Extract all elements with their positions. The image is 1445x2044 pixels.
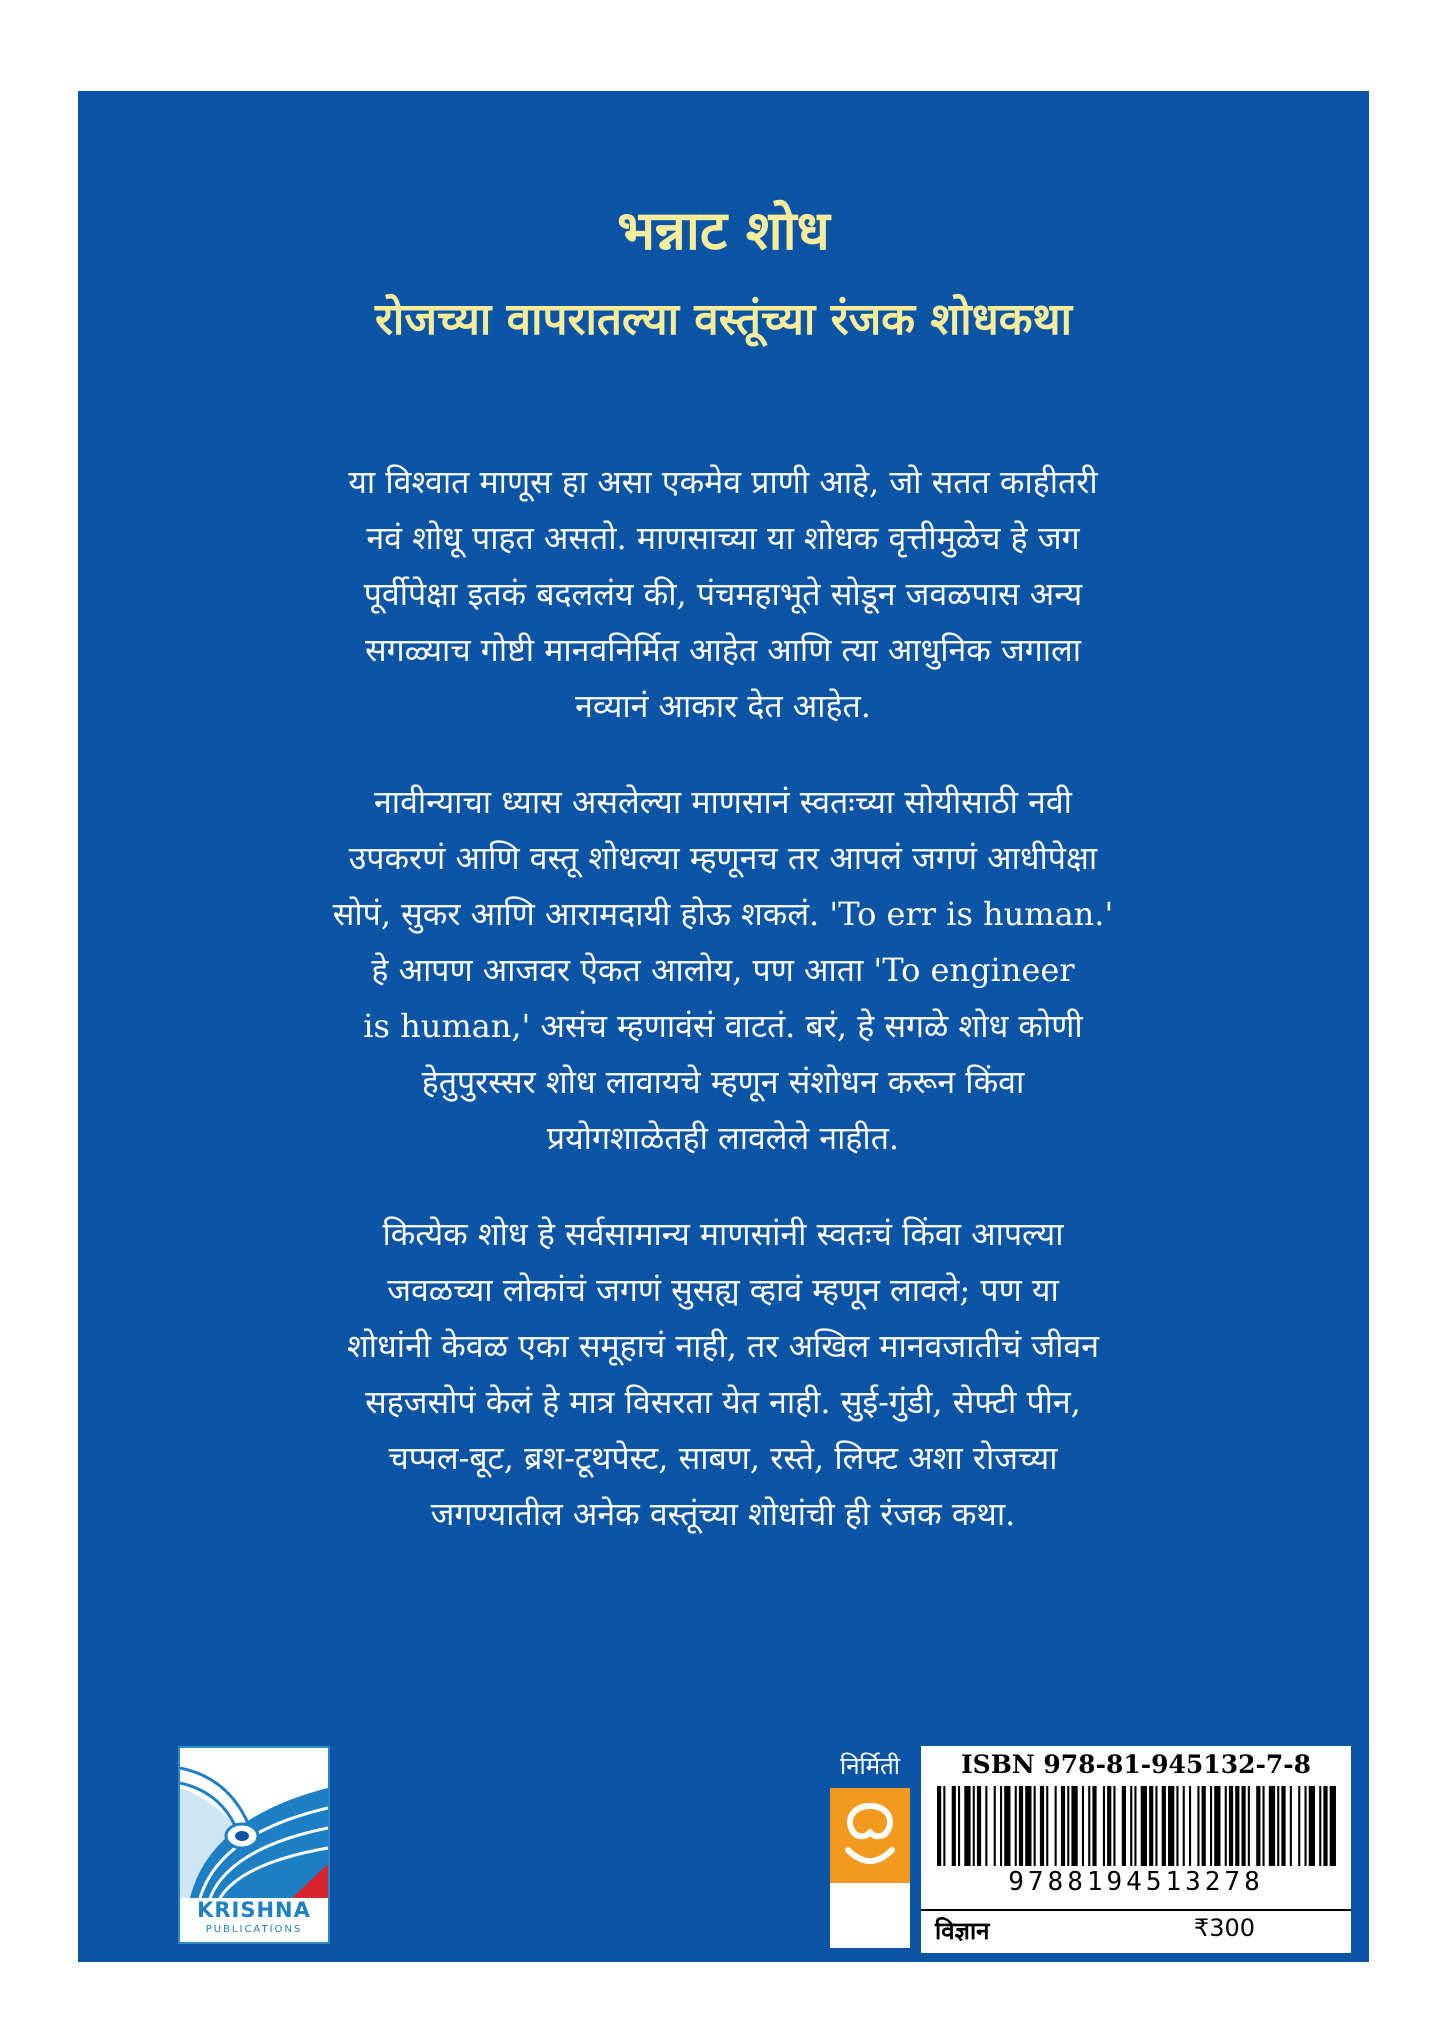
blurb-line: सोपं, सुकर आणि आरामदायी होऊ शकलं. 'To err is human.' bbox=[332, 895, 1114, 933]
barcode-bar bbox=[1323, 1786, 1327, 1866]
barcode-bar bbox=[958, 1786, 960, 1866]
barcode-bar bbox=[1162, 1786, 1166, 1866]
divider bbox=[921, 1909, 1351, 1911]
barcode-bar bbox=[1305, 1786, 1307, 1866]
barcode-bar bbox=[1229, 1786, 1233, 1866]
barcode-bar bbox=[1046, 1786, 1048, 1866]
blurb-line: शोधांनी केवळ एका समूहाचं नाही, तर अखिल मानवजातीचं जीवन bbox=[347, 1327, 1099, 1365]
barcode-bar bbox=[1202, 1786, 1206, 1866]
blurb-line: सहजसोपं केलं हे मात्र विसरता येत नाही. सुई-गुंडी, सेफ्टी पीन, bbox=[365, 1383, 1081, 1421]
barcode-bar bbox=[994, 1786, 996, 1866]
barcode-bar bbox=[985, 1786, 987, 1866]
barcode-bar bbox=[943, 1786, 945, 1866]
barcode-bar bbox=[1269, 1786, 1275, 1866]
blurb-line: प्रयोगशाळेतही लावलेले नाहीत. bbox=[546, 1119, 900, 1157]
barcode-bar bbox=[1242, 1786, 1246, 1866]
barcode-bar bbox=[1141, 1786, 1147, 1866]
barcode-bar bbox=[1225, 1786, 1227, 1866]
barcode-bar bbox=[964, 1786, 970, 1866]
barcode-bar bbox=[1103, 1786, 1105, 1866]
barcode-digits: 9788194513278 bbox=[1008, 1867, 1264, 1897]
barcode-bar bbox=[1071, 1786, 1077, 1866]
barcode-bar bbox=[1055, 1786, 1057, 1866]
barcode-bar bbox=[1197, 1786, 1199, 1866]
barcode-bar bbox=[1309, 1786, 1315, 1866]
blurb-line: नवं शोधू पाहत असतो. माणसाच्या या शोधक वृत्तीमुळेच हे जग bbox=[366, 519, 1080, 557]
barcode-bar bbox=[1263, 1786, 1265, 1866]
barcode-bar bbox=[1256, 1786, 1260, 1866]
blurb-line: जवळच्या लोकांचं जगणं सुसह्य व्हावं म्हणून लावले; पण या bbox=[387, 1271, 1059, 1309]
barcode-bar bbox=[1189, 1786, 1191, 1866]
barcode-bar bbox=[1248, 1786, 1250, 1866]
barcode-bar bbox=[1277, 1786, 1279, 1866]
barcode-bar bbox=[1183, 1786, 1185, 1866]
barcode-bar bbox=[1210, 1786, 1212, 1866]
barcode-bar bbox=[1040, 1786, 1044, 1866]
barcode-bar bbox=[1107, 1786, 1111, 1866]
barcode-bar bbox=[1015, 1786, 1017, 1866]
barcode-box bbox=[921, 1746, 1351, 1953]
barcode-bar bbox=[1235, 1786, 1239, 1866]
book-subtitle: रोजच्या वापरातल्या वस्तूंच्या रंजक शोधकथा bbox=[374, 294, 1073, 345]
publisher-logo bbox=[178, 1746, 330, 1944]
book-price: ₹300 bbox=[1193, 1914, 1255, 1942]
barcode bbox=[931, 1786, 1341, 1868]
barcode-bar bbox=[1000, 1786, 1002, 1866]
barcode-bar bbox=[1330, 1786, 1336, 1866]
blurb-line: या विश्वात माणूस हा असा एकमेव प्राणी आहे, जो सतत काहीतरी bbox=[348, 463, 1098, 501]
barcode-bar bbox=[973, 1786, 975, 1866]
barcode-bar bbox=[977, 1786, 981, 1866]
back-cover bbox=[78, 91, 1369, 1962]
isbn-number: ISBN 978-81-945132-7-8 bbox=[960, 1750, 1312, 1779]
barcode-bar bbox=[1122, 1786, 1126, 1866]
barcode-bar bbox=[1067, 1786, 1069, 1866]
barcode-bar bbox=[1134, 1786, 1136, 1866]
barcode-bar bbox=[1319, 1786, 1321, 1866]
barcode-bar bbox=[952, 1786, 956, 1866]
blurb-line: उपकरणं आणि वस्तू शोधल्या म्हणूनच तर आपलं जगणं आधीपेक्षा bbox=[348, 839, 1098, 877]
blurb-line: जगण्यातील अनेक वस्तूंच्या शोधांची ही रंजक कथा. bbox=[430, 1495, 1016, 1533]
blurb-paragraph-2 bbox=[228, 774, 1218, 1166]
barcode-bar bbox=[1034, 1786, 1036, 1866]
barcode-bar bbox=[1281, 1786, 1285, 1866]
blurb-line: हेतुपुरस्सर शोध लावायचे म्हणून संशोधन करून किंवा bbox=[421, 1063, 1025, 1101]
barcode-bar bbox=[1113, 1786, 1115, 1866]
barcode-bar bbox=[1025, 1786, 1031, 1866]
blurb-paragraph-1 bbox=[228, 454, 1218, 734]
blurb-line: पूर्वीपेक्षा इतकं बदललंय की, पंचमहाभूते सोडून जवळपास अन्य bbox=[363, 575, 1083, 613]
barcode-bar bbox=[1019, 1786, 1023, 1866]
publisher-subtitle: PUBLICATIONS bbox=[205, 1924, 303, 1935]
peacock-feather-icon bbox=[180, 1748, 328, 1898]
barcode-bar bbox=[1092, 1786, 1096, 1866]
barcode-bar bbox=[1130, 1786, 1132, 1866]
producer-logo bbox=[830, 1788, 910, 1948]
blurb-line: नावीन्याचा ध्यास असलेल्या माणसानं स्वतःच्या सोयीसाठी नवी bbox=[374, 783, 1072, 821]
producer-label: निर्मिती bbox=[840, 1752, 900, 1780]
nirmiti-logo-icon bbox=[830, 1788, 910, 1883]
blurb-line: कित्येक शोध हे सर्वसामान्य माणसांनी स्वतःचं किंवा आपल्या bbox=[382, 1215, 1064, 1253]
barcode-bar bbox=[1298, 1786, 1300, 1866]
barcode-bar bbox=[1004, 1786, 1010, 1866]
blurb-line: हे आपण आजवर ऐकत आलोय, पण आता 'To engineer bbox=[371, 951, 1075, 989]
blurb-paragraph-3 bbox=[228, 1206, 1218, 1542]
blurb-line: नव्यानं आकार देत आहेत. bbox=[575, 687, 871, 725]
barcode-bar bbox=[1061, 1786, 1065, 1866]
barcode-bar bbox=[1155, 1786, 1157, 1866]
blurb-line: चप्पल-बूट, ब्रश-टूथपेस्ट, साबण, रस्ते, लिफ्ट अशा रोजच्या bbox=[388, 1439, 1058, 1477]
barcode-bar bbox=[937, 1786, 941, 1866]
barcode-bar bbox=[1149, 1786, 1153, 1866]
book-category: विज्ञान bbox=[935, 1917, 990, 1945]
publisher-name: KRISHNA bbox=[197, 1898, 311, 1922]
barcode-bar bbox=[1290, 1786, 1292, 1866]
barcode-bar bbox=[1168, 1786, 1174, 1866]
blurb-line: सगळ्याच गोष्टी मानवनिर्मित आहेत आणि त्या आधुनिक जगाला bbox=[364, 631, 1082, 669]
barcode-bar bbox=[1082, 1786, 1084, 1866]
barcode-bar bbox=[1088, 1786, 1090, 1866]
blurb-line: is human,' असंच म्हणावंसं वाटतं. बरं, हे सगळे शोध कोणी bbox=[363, 1007, 1083, 1045]
barcode-bar bbox=[1214, 1786, 1220, 1866]
book-title: भन्नाट शोध bbox=[617, 199, 830, 262]
barcode-bar bbox=[1176, 1786, 1178, 1866]
